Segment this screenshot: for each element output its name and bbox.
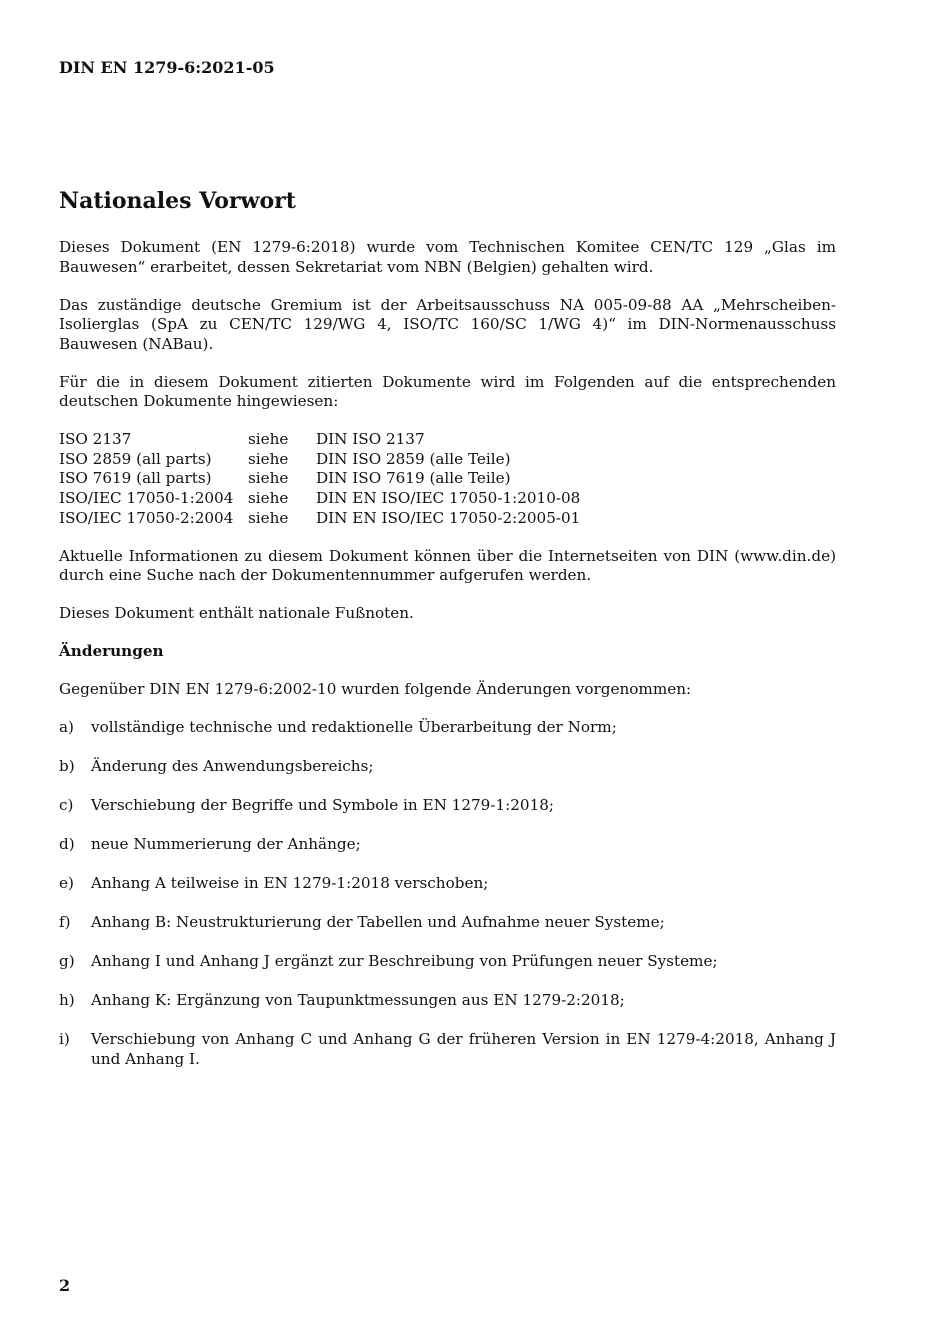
list-item-text: Änderung des Anwendungsbereichs; — [91, 757, 374, 776]
changes-intro: Gegenüber DIN EN 1279-6:2002-10 wurden folgende Änderungen vorgenommen: — [59, 680, 692, 699]
reference-verb: siehe — [248, 430, 289, 448]
reference-source: ISO 2137 — [59, 430, 132, 448]
list-item — [59, 952, 836, 972]
paragraph-footnotes: Dieses Dokument enthält nationale Fußnoten. — [59, 604, 414, 623]
document-page — [59, 0, 836, 1343]
list-item-text: Anhang A teilweise in EN 1279-1:2018 verschoben; — [91, 874, 489, 893]
reference-target: DIN ISO 2137 — [316, 430, 425, 448]
list-item — [59, 991, 836, 1011]
list-item-label: i) — [59, 1030, 70, 1049]
reference-row — [59, 450, 836, 470]
document-body — [59, 238, 836, 1089]
document-id: DIN EN 1279-6:2021-05 — [59, 58, 275, 77]
reference-verb: siehe — [248, 469, 289, 488]
reference-target: DIN ISO 2859 (alle Teile) — [316, 449, 511, 468]
paragraph-online-info: Aktuelle Informationen zu diesem Dokument können über die Internetseiten von DIN (www.din.de) durch eine Suche nach der Dokumentennummer aufgerufen werden. — [59, 546, 836, 585]
list-item-text: Anhang I und Anhang J ergänzt zur Beschreibung von Prüfungen neuer Systeme; — [91, 952, 718, 971]
list-item-label: f) — [59, 913, 71, 932]
list-item — [59, 796, 836, 816]
list-item-label: d) — [59, 835, 75, 854]
page-title: Nationales Vorwort — [59, 188, 296, 214]
list-item — [59, 757, 836, 777]
paragraph-committee: Dieses Dokument (EN 1279-6:2018) wurde vom Technischen Komitee CEN/TC 129 „Glas im Bauwesen“ erarbeitet, dessen Sekretariat vom NBN (Belgien) gehalten wird. — [59, 238, 836, 276]
list-item-text: Anhang B: Neustrukturierung der Tabellen und Aufnahme neuer Systeme; — [91, 913, 665, 932]
reference-source: ISO 2859 (all parts) — [59, 449, 212, 468]
reference-row — [59, 469, 836, 489]
changes-list — [59, 718, 836, 1069]
reference-source: ISO/IEC 17050-2:2004 — [59, 508, 234, 527]
reference-target: DIN EN ISO/IEC 17050-2:2005-01 — [316, 508, 581, 527]
reference-verb: siehe — [248, 449, 289, 468]
list-item-text: Verschiebung von Anhang C und Anhang G der früheren Version in EN 1279-4:2018, Anhang J und Anhang I. — [91, 1030, 836, 1068]
list-item — [59, 835, 836, 855]
list-item-label: b) — [59, 757, 75, 776]
reference-row — [59, 489, 836, 509]
list-item-text: vollständige technische und redaktionelle Überarbeitung der Norm; — [91, 718, 617, 737]
reference-table — [59, 430, 836, 528]
list-item-text: Verschiebung der Begriffe und Symbole in EN 1279-1:2018; — [91, 796, 555, 815]
list-item — [59, 1030, 836, 1069]
list-item-text: neue Nummerierung der Anhänge; — [91, 835, 361, 854]
reference-target: DIN EN ISO/IEC 17050-1:2010-08 — [316, 489, 581, 508]
reference-row — [59, 430, 836, 450]
list-item-label: c) — [59, 796, 74, 815]
paragraph-references-intro: Für die in diesem Dokument zitierten Dokumente wird im Folgenden auf die entsprechenden deutschen Dokumente hingewiesen: — [59, 372, 836, 410]
list-item-label: g) — [59, 952, 75, 971]
list-item-label: e) — [59, 874, 74, 893]
reference-target: DIN ISO 7619 (alle Teile) — [316, 469, 511, 488]
reference-verb: siehe — [248, 489, 289, 508]
reference-source: ISO 7619 (all parts) — [59, 469, 212, 488]
list-item — [59, 718, 836, 738]
page-number: 2 — [59, 1276, 71, 1295]
changes-heading: Änderungen — [59, 642, 164, 661]
list-item — [59, 874, 836, 894]
reference-row — [59, 509, 836, 529]
list-item — [59, 913, 836, 933]
list-item-label: h) — [59, 991, 75, 1010]
list-item-label: a) — [59, 718, 74, 737]
reference-verb: siehe — [248, 508, 289, 527]
paragraph-german-body: Das zuständige deutsche Gremium ist der Arbeitsausschuss NA 005-09-88 AA „Mehrscheiben-Isolierglas (SpA zu CEN/TC 129/WG 4, ISO/TC 160/SC 1/WG 4)“ im DIN-Normenausschuss Bauwesen (NABau). — [59, 295, 836, 353]
list-item-text: Anhang K: Ergänzung von Taupunktmessungen aus EN 1279-2:2018; — [91, 991, 625, 1010]
reference-source: ISO/IEC 17050-1:2004 — [59, 489, 234, 508]
